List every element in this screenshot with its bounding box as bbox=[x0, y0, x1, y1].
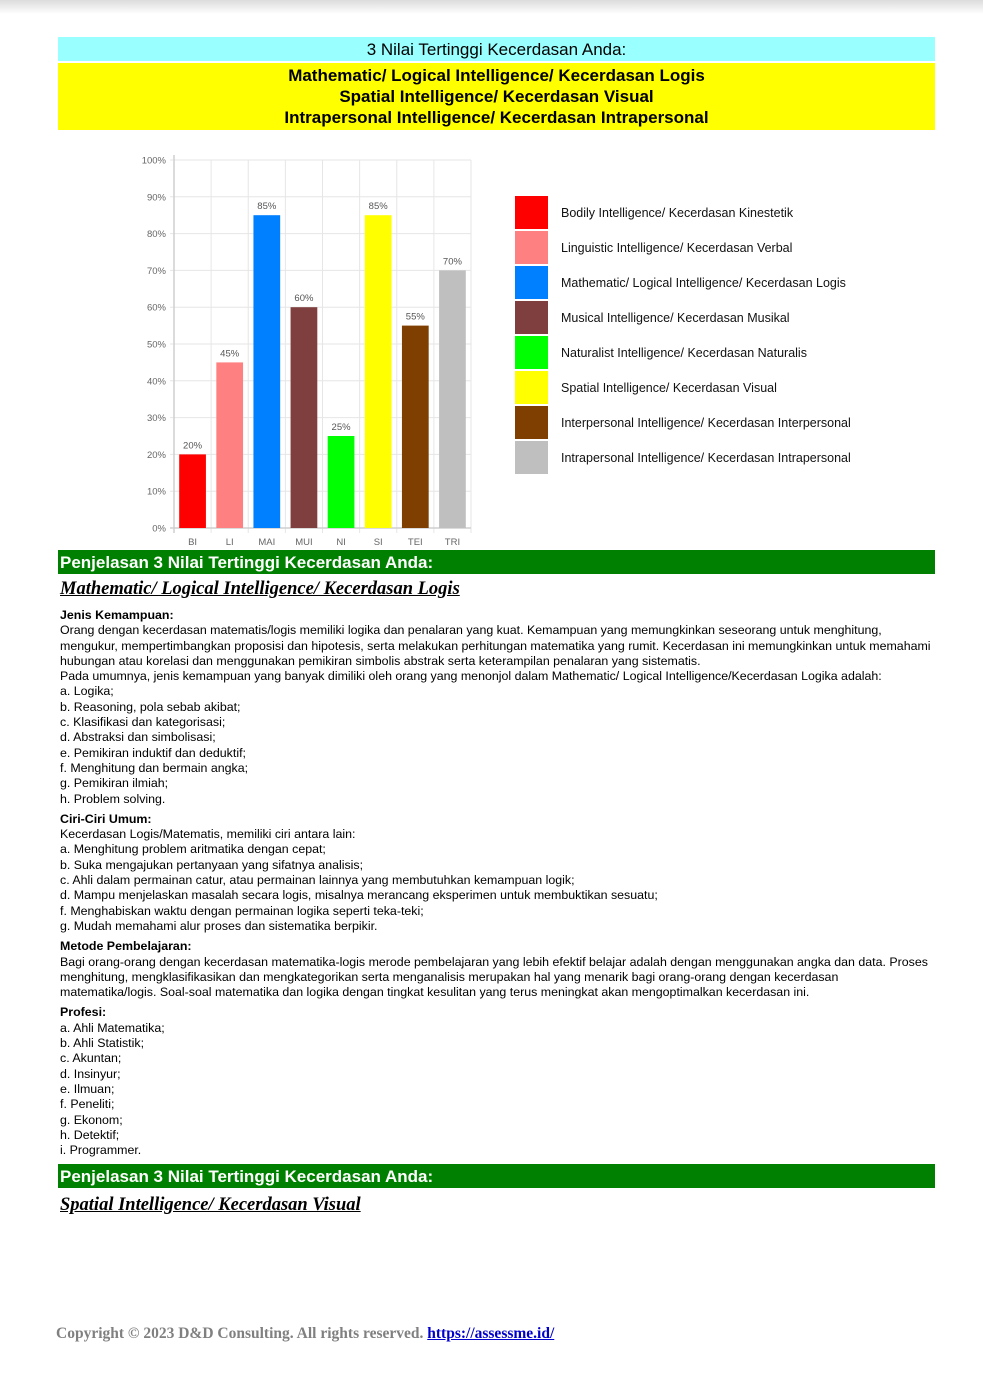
legend-swatch bbox=[515, 196, 548, 229]
legend-label: Linguistic Intelligence/ Kecerdasan Verbal bbox=[561, 240, 793, 255]
report-page bbox=[58, 37, 935, 1216]
bar-data-label: 85% bbox=[257, 201, 277, 213]
jenis-kemampuan-item: h. Problem solving. bbox=[60, 791, 166, 806]
top3-item: Spatial Intelligence/ Kecerdasan Visual bbox=[339, 87, 654, 106]
y-tick-label: 0% bbox=[152, 523, 166, 535]
top3-item: Mathematic/ Logical Intelligence/ Kecerdasan Logis bbox=[288, 66, 705, 85]
profesi-item: g. Ekonom; bbox=[60, 1112, 123, 1127]
legend-label: Bodily Intelligence/ Kecerdasan Kinestetik bbox=[561, 205, 794, 220]
intelligence-title: Mathematic/ Logical Intelligence/ Kecerdasan Logis bbox=[60, 579, 460, 599]
x-tick-label: TRI bbox=[444, 537, 461, 548]
legend-label: Interpersonal Intelligence/ Kecerdasan Interpersonal bbox=[561, 415, 851, 430]
profesi-item: e. Ilmuan; bbox=[60, 1081, 115, 1096]
metode-pembelajaran-paragraph: Bagi orang-orang dengan kecerdasan matematika-logis merode pembelajaran yang lebih efektif belajar adalah dengan menggunakan angka dan data. Proses menghitung, mengklasifikasikan dan mengkategorikan serta menganalisis merupakan hal yang menarik bagi orang-orang dengan kecerdasan matematika/logis. Soal-soal matematika dan logika dengan tingkat kesulitan yang terus meningkat akan mengoptimalkan kecerdasan ini. bbox=[60, 954, 928, 1000]
jenis-kemampuan-heading: Jenis Kemampuan: bbox=[60, 608, 174, 622]
x-tick-label: BI bbox=[188, 537, 198, 548]
ciri-umum-intro: Kecerdasan Logis/Matematis, memiliki ciri antara lain: bbox=[60, 827, 356, 842]
x-tick-label: TEI bbox=[407, 537, 423, 548]
bar-data-label: 45% bbox=[220, 348, 240, 360]
section-header-2: Penjelasan 3 Nilai Tertinggi Kecerdasan Anda: bbox=[58, 1164, 935, 1188]
profesi-item: b. Ahli Statistik; bbox=[60, 1036, 145, 1051]
jenis-kemampuan-item: f. Menghitung dan bermain angka; bbox=[60, 760, 249, 775]
bar-mui bbox=[291, 307, 318, 528]
bar-bi bbox=[179, 454, 206, 528]
section-header: Penjelasan 3 Nilai Tertinggi Kecerdasan Anda: bbox=[58, 550, 935, 574]
legend-swatch bbox=[515, 371, 548, 404]
jenis-kemampuan-paragraph: Orang dengan kecerdasan matematis/logis memiliki logika dan penalaran yang kuat. Kemampuan yang memungkinkan seseorang untuk menghitung, mengukur, mempertimbangkan proposisi dan hipotesis, serta melakukan perhitungan matematika yang rumit. Kecerdasan ini memungkinkan untuk memahami hubungan atau korelasi dan menggunakan pemikiran simbolis abstrak serta keterampilan penalaran yang sistematis. bbox=[60, 623, 931, 668]
legend-label: Naturalist Intelligence/ Kecerdasan Naturalis bbox=[561, 345, 807, 360]
bar-ni bbox=[328, 436, 355, 528]
profesi-item: f. Peneliti; bbox=[60, 1097, 115, 1112]
profesi-item: i. Programmer. bbox=[60, 1143, 142, 1158]
y-tick-label: 50% bbox=[146, 339, 166, 351]
website-link[interactable]: https://assessme.id/ bbox=[427, 1325, 555, 1342]
legend-label: Mathematic/ Logical Intelligence/ Kecerdasan Logis bbox=[561, 275, 846, 290]
jenis-kemampuan-intro: Pada umumnya, jenis kemampuan yang banyak dimiliki oleh orang yang menonjol dalam Mathematic/ Logical Intelligence/Kecerdasan Logika adalah: bbox=[60, 669, 882, 684]
legend-item bbox=[515, 370, 851, 405]
x-tick-label: SI bbox=[373, 537, 383, 548]
profesi-item: d. Insinyur; bbox=[60, 1066, 121, 1081]
legend-item bbox=[515, 195, 851, 230]
x-tick-label: NI bbox=[336, 537, 346, 548]
profesi-item: a. Ahli Matematika; bbox=[60, 1020, 165, 1035]
y-tick-label: 30% bbox=[146, 413, 166, 425]
bar-data-label: 60% bbox=[294, 293, 314, 305]
chart-area bbox=[58, 130, 935, 550]
jenis-kemampuan-item: g. Pemikiran ilmiah; bbox=[60, 776, 169, 791]
jenis-kemampuan-item: e. Pemikiran induktif dan deduktif; bbox=[60, 745, 246, 760]
y-tick-label: 100% bbox=[141, 155, 166, 167]
ciri-umum-item: c. Ahli dalam permainan catur, atau permainan lainnya yang membutuhkan kemampuan logik; bbox=[60, 873, 575, 888]
bar-chart bbox=[138, 130, 478, 550]
legend-swatch bbox=[515, 406, 548, 439]
ciri-umum-item: f. Menghabiskan waktu dengan permainan logika seperti teka-teki; bbox=[60, 903, 424, 918]
x-tick-label: MAI bbox=[258, 537, 276, 548]
bar-li bbox=[216, 362, 243, 528]
legend-swatch bbox=[515, 301, 548, 334]
legend-swatch bbox=[515, 231, 548, 264]
jenis-kemampuan-item: c. Klasifikasi dan kategorisasi; bbox=[60, 715, 226, 730]
bar-data-label: 25% bbox=[331, 422, 351, 433]
bar-mai bbox=[253, 215, 280, 528]
legend-item bbox=[515, 405, 851, 440]
legend-item bbox=[515, 265, 851, 300]
legend-label: Musical Intelligence/ Kecerdasan Musikal bbox=[561, 310, 790, 325]
explanation-body bbox=[58, 608, 935, 1158]
legend-item bbox=[515, 300, 851, 335]
legend-label: Spatial Intelligence/ Kecerdasan Visual bbox=[561, 380, 777, 395]
bar-tri bbox=[439, 270, 466, 528]
legend-label: Intrapersonal Intelligence/ Kecerdasan Intrapersonal bbox=[561, 450, 851, 465]
ciri-umum-item: a. Menghitung problem aritmatika dengan cepat; bbox=[60, 842, 326, 857]
ciri-umum-list bbox=[60, 842, 935, 934]
bar-si bbox=[365, 215, 392, 528]
top3-list bbox=[58, 63, 935, 130]
x-tick-label: MUI bbox=[295, 537, 313, 548]
intelligence-title-2: Spatial Intelligence/ Kecerdasan Visual bbox=[60, 1195, 361, 1216]
bar-data-label: 55% bbox=[405, 311, 425, 323]
profesi-item: c. Akuntan; bbox=[60, 1051, 122, 1066]
legend-item bbox=[515, 230, 851, 265]
y-tick-label: 80% bbox=[146, 229, 166, 241]
profesi-heading: Profesi: bbox=[60, 1005, 107, 1020]
bar-data-label: 85% bbox=[368, 201, 388, 213]
chart-legend bbox=[515, 195, 851, 475]
jenis-kemampuan-item: d. Abstraksi dan simbolisasi; bbox=[60, 730, 216, 745]
top3-item: Intrapersonal Intelligence/ Kecerdasan Intrapersonal bbox=[284, 108, 709, 127]
y-tick-label: 20% bbox=[146, 449, 166, 461]
y-tick-label: 60% bbox=[146, 302, 166, 314]
page-top-shadow bbox=[0, 0, 983, 14]
bar-data-label: 20% bbox=[183, 440, 203, 452]
legend-swatch bbox=[515, 266, 548, 299]
ciri-umum-item: b. Suka mengajukan pertanyaan yang sifatnya analisis; bbox=[60, 857, 364, 872]
y-tick-label: 10% bbox=[146, 486, 166, 498]
ciri-umum-item: g. Mudah memahami alur proses dan sistematika berpikir. bbox=[60, 918, 378, 933]
jenis-kemampuan-item: b. Reasoning, pola sebab akibat; bbox=[60, 699, 241, 714]
legend-item bbox=[515, 440, 851, 475]
copyright-text: Copyright © 2023 D&D Consulting. All rights reserved. bbox=[56, 1325, 424, 1342]
legend-swatch bbox=[515, 441, 548, 474]
y-tick-label: 40% bbox=[146, 376, 166, 388]
profesi-item: h. Detektif; bbox=[60, 1127, 120, 1142]
profesi-list bbox=[60, 1021, 935, 1159]
x-tick-label: LI bbox=[225, 537, 234, 548]
y-tick-label: 90% bbox=[146, 192, 166, 204]
ciri-umum-heading: Ciri-Ciri Umum: bbox=[60, 811, 152, 826]
metode-pembelajaran-heading: Metode Pembelajaran: bbox=[60, 939, 192, 954]
top3-header-title: 3 Nilai Tertinggi Kecerdasan Anda: bbox=[58, 37, 935, 61]
bar-tei bbox=[402, 326, 429, 528]
legend-item bbox=[515, 335, 851, 370]
legend-swatch bbox=[515, 336, 548, 369]
jenis-kemampuan-item: a. Logika; bbox=[60, 684, 114, 699]
y-tick-label: 70% bbox=[146, 265, 166, 277]
ciri-umum-item: d. Mampu menjelaskan masalah secara logis, misalnya merancang eksperimen untuk membuktikan sesuatu; bbox=[60, 888, 658, 903]
footer bbox=[56, 1325, 554, 1343]
bar-data-label: 70% bbox=[442, 256, 462, 268]
jenis-kemampuan-list bbox=[60, 684, 935, 806]
